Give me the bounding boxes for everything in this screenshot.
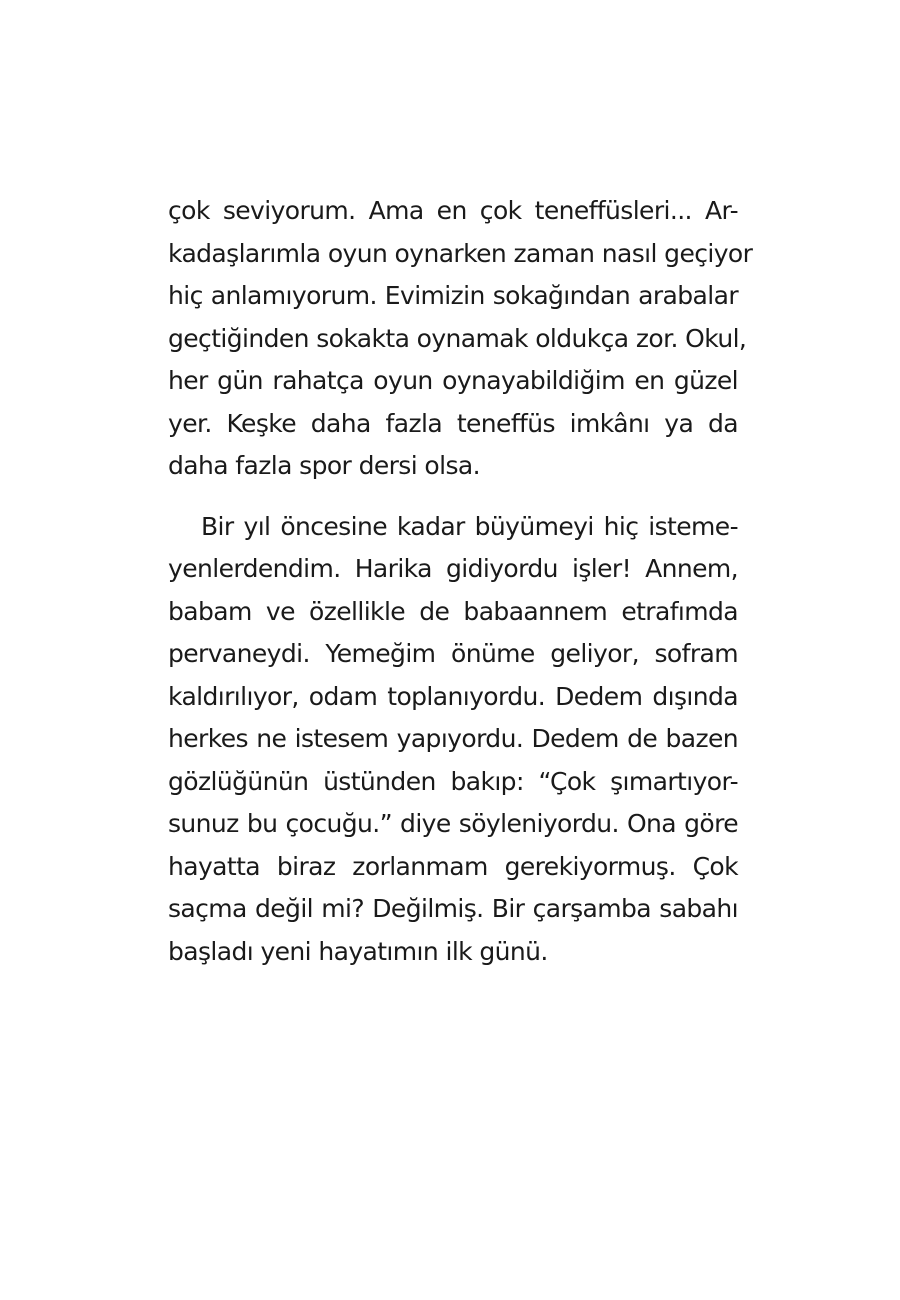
text-line: pervaneydi. Yemeğim önüme geliyor, sofram	[168, 639, 738, 668]
text-line: Bir yıl öncesine kadar büyümeyi hiç isteme-	[201, 511, 738, 541]
text-line: yenlerdendim. Harika gidiyordu işler! Annem,	[168, 554, 738, 583]
text-line: gözlüğünün üstünden bakıp: “Çok şımartıyor-	[168, 766, 738, 796]
text-line: başladı yeni hayatımın ilk günü.	[168, 936, 548, 966]
text-line: babam ve özellikle de babaannem etrafımda	[168, 596, 738, 626]
paragraph-2	[168, 506, 738, 974]
text-line: çok seviyorum. Ama en çok teneffüsleri... Ar-	[168, 196, 738, 225]
text-line: kaldırılıyor, odam toplanıyordu. Dedem dışında	[168, 681, 738, 711]
text-line: saçma değil mi? Değilmiş. Bir çarşamba sabahı	[168, 894, 738, 923]
text-line: hiç anlamıyorum. Evimizin sokağından arabalar	[168, 281, 738, 310]
text-line: geçtiğinden sokakta oynamak oldukça zor. Okul,	[168, 323, 747, 353]
text-line: kadaşlarımla oyun oynarken zaman nasıl geçiyor	[168, 238, 753, 268]
body-text	[168, 190, 753, 973]
paragraph-1	[168, 190, 753, 488]
text-line: her gün rahatça oyun oynayabildiğim en güzel	[168, 366, 738, 395]
text-line: hayatta biraz zorlanmam gerekiyormuş. Çok	[168, 851, 738, 881]
text-line: yer. Keşke daha fazla teneffüs imkânı ya da	[168, 408, 738, 438]
text-line: herkes ne istesem yapıyordu. Dedem de bazen	[168, 724, 738, 753]
text-line: sunuz bu çocuğu.” diye söyleniyordu. Ona göre	[168, 809, 738, 838]
text-line: daha fazla spor dersi olsa.	[168, 451, 480, 480]
